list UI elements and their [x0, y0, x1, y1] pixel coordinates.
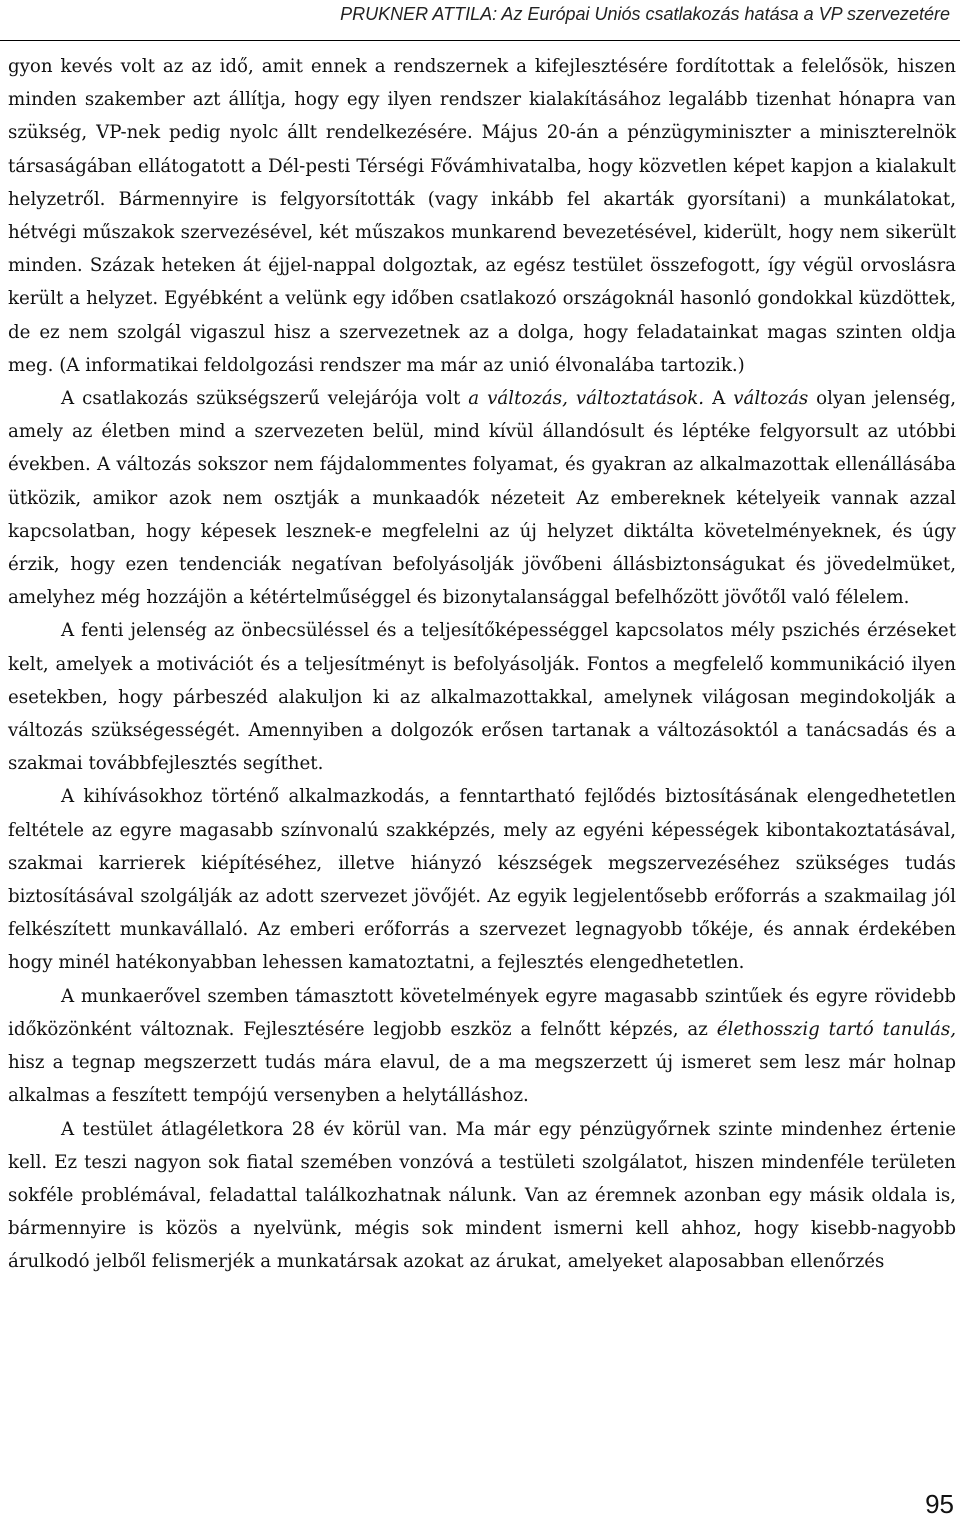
paragraph-2-text-b: A — [704, 388, 734, 410]
paragraph-1: gyon kevés volt az az idő, amit ennek a rendszernek a kifejlesztésére fordítottak a felelősök, hiszen minden szakember azt állítja, hogy egy ilyen rendszer kialakításához legalább tizenhat hónapra van szükség, VP-nek pedig nyolc állt rendelkezésére. Május 20-án a pénzügyminiszter a miniszterelnök társaságában ellátogatott a Dél-pesti Térségi Fővámhivatalba, hogy közvetlen képet kapjon a kialakult helyzetről. Bármennyire is felgyorsították (vagy inkább fel akarták gyorsítani) a munkálatokat, hétvégi műszakok szervezésével, két műszakos munkarend bevezetésével, kiderült, hogy nem sikerült minden. Százak heteken át éjjel-nappal dolgoztak, az egész testület összefogott, így végül orvoslásra került a helyzet. Egyébként a velünk egy időben csatlakozó országoknál hasonló gondokkal küzdöttek, de ez nem szolgál vigaszul hisz a szervezetnek az a dolga, hogy feladatainkat magas szinten oldja meg. (A informatikai feldolgozási rendszer ma már az unió élvonalába tartozik.) — [8, 56, 956, 376]
body-text — [8, 50, 956, 1279]
paragraph-6: A testület átlagéletkora 28 év körül van. Ma már egy pénzügyőrnek szinte mindenhez értenie kell. Ez teszi nagyon sok fiatal szemében vonzóvá a testületi szolgálatot, hiszen mindenféle területen sokféle problémával, feladattal találkozhatnak nálunk. Van az éremnek azonban egy másik oldala is, bármennyire is közös a nyelvünk, mégis sok mindent ismerni kell ahhoz, hogy kisebb-nagyobb árulkodó jelből felismerjék a munkatársak azokat az árukat, amelyeket alaposabban ellenőrzés — [8, 1118, 956, 1273]
paragraph-5-text-b: hisz a tegnap megszerzett tudás mára elavul, de a ma megszerzett új ismeret sem lesz már holnap alkalmas a feszített tempójú versenyben a helytálláshoz. — [8, 1052, 956, 1107]
paragraph-2 — [8, 382, 956, 614]
emphasis-valtozas: változás — [733, 388, 809, 410]
paragraph-4: A kihívásokhoz történő alkalmazkodás, a fenntartható fejlődés biztosításának elengedhetetlen feltétele az egyre magasabb színvonalú szakképzés, mely az egyéni képességek kibontakoztatásával, szakmai karrierek kiépítéséhez, illetve hiányzó készségek megszervezéséhez szükséges tudás biztosításával szolgálják az adott szervezet jövőjét. Az egyik legjelentősebb erőforrás a szakmailag jól felkészített munkavállaló. Az emberi erőforrás a szervezet legnagyobb tőkéje, és annak érdekében hogy minél hatékonyabban lehessen kamatoztatni, a fejlesztés elengedhetetlen. — [8, 786, 956, 974]
paragraph-2-text-c: olyan jelenség, amely az életben mind a szervezeten belül, mind kívül állandósult és léptéke felgyorsult az utóbbi években. A változás sokszor nem fájdalommentes folyamat, és gyakran az alkalmazottak ellenállásába ütközik, amikor azok nem osztják a munkaadók nézeteit Az embereknek kételyeik vannak azzal kapcsolatban, hogy képesek lesznek-e megfelelni az új helyzet diktálta követelményeknek, és úgy érzik, hogy ezen tendenciák negatívan befolyásolják jövőbeni állásbiztonságukat és jövedelmüket, amelyhez még hozzájön a kétértelműséggel és bizonytalansággal befelhőzött jövőtől való félelem. — [8, 388, 957, 609]
paragraph-5 — [8, 980, 956, 1113]
header-rule — [0, 40, 960, 41]
emphasis-valtozas-valtoztatasok: a változás, változtatások. — [468, 388, 705, 410]
paragraph-2-text-a: A csatlakozás szükségszerű velejárója volt — [61, 388, 469, 410]
paragraph-5-text-a: A munkaerővel szemben támasztott követelmények egyre magasabb szintűek és egyre rövidebb időközönként változnak. Fejlesztésére legjobb eszköz a felnőtt képzés, az — [8, 985, 956, 1040]
emphasis-elethosszig-tarto-tanulas: élethosszig tartó tanulás, — [716, 1018, 956, 1040]
paragraph-3: A fenti jelenség az önbecsüléssel és a teljesítőképességgel kapcsolatos mély pszichés érzéseket kelt, amelyek a motivációt és a teljesítményt is befolyásolják. Fontos a megfelelő kommunikáció ilyen esetekben, hogy párbeszéd alakuljon ki az alkalmazottakkal, amelynek világosan megindokolják a változás szükségességét. Amennyiben a dolgozók erősen tartanak a változásoktól a tanácsadás és a szakmai továbbfejlesztés segíthet. — [8, 620, 956, 775]
page-number: 95 — [925, 1489, 954, 1519]
running-header: PRUKNER ATTILA: Az Európai Uniós csatlakozás hatása a VP szervezetére — [340, 4, 950, 24]
